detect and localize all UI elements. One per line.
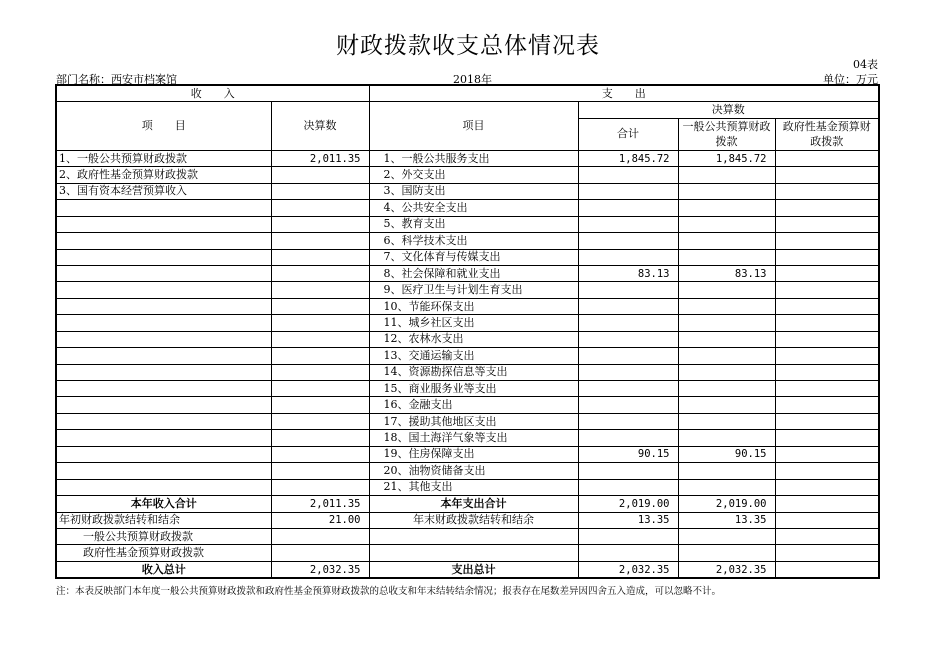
fiscal-table <box>55 84 880 579</box>
expense-general <box>678 348 775 364</box>
table-row <box>56 200 879 216</box>
empty-cell <box>678 528 775 544</box>
department-name: 部门名称：西安市档案馆 <box>56 73 177 86</box>
expense-total: 1,845.72 <box>578 150 678 166</box>
footnote: 注：本表反映部门本年度一般公共预算财政拨款和政府性基金预算财政拨款的总收支和年末结转结余情况；报表存在尾数差异因四舍五入造成，可以忽略不计。 <box>56 586 722 597</box>
expense-item: 1、一般公共服务支出 <box>369 150 578 166</box>
expense-general <box>678 364 775 380</box>
table-row <box>56 167 879 183</box>
income-item <box>56 282 271 298</box>
table-row <box>56 348 879 364</box>
income-item <box>56 413 271 429</box>
expense-item: 15、商业服务业等支出 <box>369 381 578 397</box>
report-meta <box>56 71 878 85</box>
expense-item: 2、外交支出 <box>369 167 578 183</box>
expense-fund <box>775 364 879 380</box>
income-item: 1、一般公共预算财政拨款 <box>56 150 271 166</box>
year-income-label: 本年收入合计 <box>56 496 271 512</box>
table-row <box>56 315 879 331</box>
expense-total <box>578 463 678 479</box>
expense-fund <box>775 200 879 216</box>
income-item <box>56 265 271 281</box>
expense-fund <box>775 463 879 479</box>
table-row <box>56 430 879 446</box>
carry-in-label: 年初财政拨款结转和结余 <box>56 512 271 528</box>
expense-fund <box>775 381 879 397</box>
expense-fund <box>775 249 879 265</box>
expense-general: 83.13 <box>678 265 775 281</box>
expense-fund <box>775 233 879 249</box>
income-item <box>56 446 271 462</box>
expense-general <box>678 167 775 183</box>
carry-out-total: 13.35 <box>578 512 678 528</box>
expense-item: 7、文化体育与传媒支出 <box>369 249 578 265</box>
income-item <box>56 249 271 265</box>
expense-general <box>678 331 775 347</box>
header-income-item: 项 目 <box>56 102 271 150</box>
income-value <box>271 479 369 495</box>
income-item: 2、政府性基金预算财政拨款 <box>56 167 271 183</box>
header-expense-item: 项目 <box>369 102 578 150</box>
expense-total <box>578 331 678 347</box>
expense-item: 20、油物资储备支出 <box>369 463 578 479</box>
expense-item: 21、其他支出 <box>369 479 578 495</box>
table-row <box>56 298 879 314</box>
income-value <box>271 463 369 479</box>
income-value <box>271 200 369 216</box>
expense-general: 90.15 <box>678 446 775 462</box>
income-value <box>271 315 369 331</box>
income-item <box>56 298 271 314</box>
expense-fund <box>775 446 879 462</box>
table-row <box>56 381 879 397</box>
empty-cell <box>369 528 578 544</box>
expense-general: 1,845.72 <box>678 150 775 166</box>
table-row <box>56 397 879 413</box>
income-value <box>271 331 369 347</box>
empty-cell <box>678 545 775 561</box>
expense-fund <box>775 348 879 364</box>
expense-fund <box>775 183 879 199</box>
table-row <box>56 249 879 265</box>
table-row <box>56 463 879 479</box>
expense-total <box>578 348 678 364</box>
expense-item: 8、社会保障和就业支出 <box>369 265 578 281</box>
income-value <box>271 167 369 183</box>
expense-general <box>678 249 775 265</box>
expense-total <box>578 282 678 298</box>
income-item <box>56 348 271 364</box>
expense-total <box>578 364 678 380</box>
table-row <box>56 331 879 347</box>
income-value <box>271 282 369 298</box>
income-item <box>56 381 271 397</box>
expense-fund <box>775 397 879 413</box>
income-value <box>271 364 369 380</box>
expense-general <box>678 183 775 199</box>
empty-cell <box>775 545 879 561</box>
income-item <box>56 331 271 347</box>
income-item: 3、国有资本经营预算收入 <box>56 183 271 199</box>
table-row <box>56 479 879 495</box>
income-value <box>271 216 369 232</box>
carry-out-fund <box>775 512 879 528</box>
table-row <box>56 413 879 429</box>
income-item <box>56 200 271 216</box>
carry-in-value: 21.00 <box>271 512 369 528</box>
expense-total-fund <box>775 561 879 578</box>
expense-item: 9、医疗卫生与计划生育支出 <box>369 282 578 298</box>
expense-total <box>578 233 678 249</box>
expense-item: 13、交通运输支出 <box>369 348 578 364</box>
expense-general <box>678 479 775 495</box>
income-item <box>56 430 271 446</box>
table-number: 04表 <box>853 58 878 71</box>
income-total-label: 收入总计 <box>56 561 271 578</box>
expense-general <box>678 413 775 429</box>
table-row <box>56 545 879 561</box>
table-row <box>56 216 879 232</box>
expense-general <box>678 216 775 232</box>
expense-general <box>678 463 775 479</box>
expense-item: 12、农林水支出 <box>369 331 578 347</box>
table-row <box>56 183 879 199</box>
table-row <box>56 512 879 528</box>
expense-fund <box>775 430 879 446</box>
expense-total <box>578 216 678 232</box>
expense-item: 10、节能环保支出 <box>369 298 578 314</box>
header-final-group: 决算数 <box>578 102 879 118</box>
table-row <box>56 282 879 298</box>
expense-general <box>678 430 775 446</box>
expense-general <box>678 315 775 331</box>
empty-cell <box>775 528 879 544</box>
table-body <box>56 150 879 495</box>
header-total: 合计 <box>578 118 678 150</box>
expense-general <box>678 381 775 397</box>
expense-total-value: 2,032.35 <box>578 561 678 578</box>
income-item <box>56 364 271 380</box>
expense-item: 6、科学技术支出 <box>369 233 578 249</box>
income-item <box>56 479 271 495</box>
expense-fund <box>775 216 879 232</box>
empty-cell <box>271 545 369 561</box>
expense-total <box>578 315 678 331</box>
income-value <box>271 249 369 265</box>
expense-total <box>578 430 678 446</box>
table-row <box>56 528 879 544</box>
expense-fund <box>775 167 879 183</box>
year-expense-label: 本年支出合计 <box>369 496 578 512</box>
year-expense-total: 2,019.00 <box>578 496 678 512</box>
expense-total: 90.15 <box>578 446 678 462</box>
table-summary <box>56 496 879 579</box>
expense-fund <box>775 265 879 281</box>
header-expense: 支 出 <box>369 85 879 102</box>
sub-general-label: 一般公共预算财政拨款 <box>56 528 271 544</box>
income-item <box>56 233 271 249</box>
expense-total <box>578 479 678 495</box>
expense-total <box>578 381 678 397</box>
expense-general <box>678 200 775 216</box>
expense-general <box>678 397 775 413</box>
expense-fund <box>775 479 879 495</box>
expense-general <box>678 233 775 249</box>
header-general-budget: 一般公共预算财政拨款 <box>678 118 775 150</box>
expense-item: 5、教育支出 <box>369 216 578 232</box>
income-value <box>271 413 369 429</box>
table-row <box>56 265 879 281</box>
empty-cell <box>578 528 678 544</box>
expense-total: 83.13 <box>578 265 678 281</box>
expense-total-general: 2,032.35 <box>678 561 775 578</box>
table-row <box>56 561 879 578</box>
expense-total <box>578 413 678 429</box>
income-value: 2,011.35 <box>271 150 369 166</box>
expense-item: 16、金融支出 <box>369 397 578 413</box>
income-item <box>56 463 271 479</box>
expense-item: 14、资源勘探信息等支出 <box>369 364 578 380</box>
year-expense-fund <box>775 496 879 512</box>
expense-item: 18、国土海洋气象等支出 <box>369 430 578 446</box>
income-value <box>271 233 369 249</box>
income-total-value: 2,032.35 <box>271 561 369 578</box>
report-year: 2018年 <box>453 73 492 86</box>
unit-label: 单位：万元 <box>823 73 878 86</box>
expense-fund <box>775 282 879 298</box>
income-item <box>56 397 271 413</box>
table-row <box>56 496 879 512</box>
expense-total <box>578 249 678 265</box>
expense-fund <box>775 331 879 347</box>
empty-cell <box>271 528 369 544</box>
header-income: 收 入 <box>56 85 369 102</box>
expense-item: 3、国防支出 <box>369 183 578 199</box>
income-value <box>271 348 369 364</box>
expense-general <box>678 298 775 314</box>
expense-total <box>578 200 678 216</box>
empty-cell <box>578 545 678 561</box>
header-income-amount: 决算数 <box>271 102 369 150</box>
expense-fund <box>775 150 879 166</box>
income-item <box>56 315 271 331</box>
expense-fund <box>775 315 879 331</box>
empty-cell <box>369 545 578 561</box>
expense-total <box>578 298 678 314</box>
header-gov-fund: 政府性基金预算财政拨款 <box>775 118 879 150</box>
table-row <box>56 233 879 249</box>
expense-fund <box>775 298 879 314</box>
year-income-value: 2,011.35 <box>271 496 369 512</box>
income-value <box>271 183 369 199</box>
expense-item: 17、援助其他地区支出 <box>369 413 578 429</box>
income-value <box>271 446 369 462</box>
table-row <box>56 150 879 166</box>
income-item <box>56 216 271 232</box>
expense-total <box>578 397 678 413</box>
income-value <box>271 381 369 397</box>
income-value <box>271 397 369 413</box>
expense-item: 19、住房保障支出 <box>369 446 578 462</box>
year-expense-general: 2,019.00 <box>678 496 775 512</box>
expense-total <box>578 183 678 199</box>
income-value <box>271 298 369 314</box>
expense-general <box>678 282 775 298</box>
table-row <box>56 364 879 380</box>
table-row <box>56 446 879 462</box>
expense-total-label: 支出总计 <box>369 561 578 578</box>
income-value <box>271 430 369 446</box>
expense-total <box>578 167 678 183</box>
income-value <box>271 265 369 281</box>
expense-item: 11、城乡社区支出 <box>369 315 578 331</box>
expense-fund <box>775 413 879 429</box>
page-title: 财政拨款收支总体情况表 <box>336 33 600 59</box>
carry-out-general: 13.35 <box>678 512 775 528</box>
expense-item: 4、公共安全支出 <box>369 200 578 216</box>
carry-out-label: 年末财政拨款结转和结余 <box>369 512 578 528</box>
sub-fund-label: 政府性基金预算财政拨款 <box>56 545 271 561</box>
